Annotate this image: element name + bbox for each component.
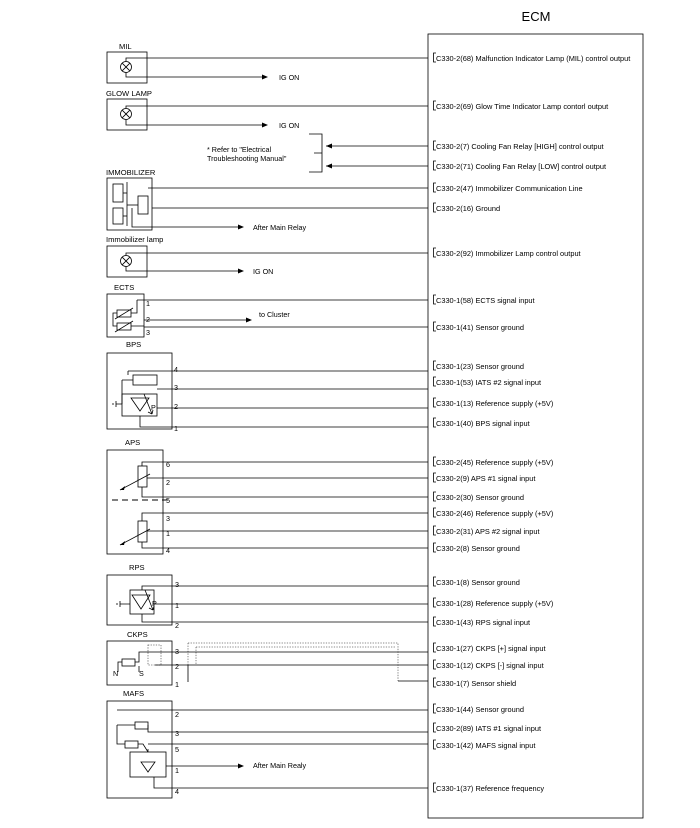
ecm-signal-label: C330-2(30) Sensor ground xyxy=(436,493,524,502)
aps-pin: 1 xyxy=(166,529,170,538)
bps-pin: 3 xyxy=(174,383,178,392)
mil-ig-on: IG ON xyxy=(279,73,300,82)
ecm-signal-label: C330-2(47) Immobilizer Communication Line xyxy=(436,184,583,193)
ckps-pin: 2 xyxy=(175,662,179,671)
aps-pin: 5 xyxy=(166,496,170,505)
aps-box xyxy=(107,450,163,554)
aps-pin: 6 xyxy=(166,460,170,469)
ecm-signal-label: C330-1(40) BPS signal input xyxy=(436,419,530,428)
ecm-signal-label: C330-2(8) Sensor ground xyxy=(436,544,520,553)
rps-pin: 2 xyxy=(175,621,179,630)
bps-p-text: P xyxy=(151,403,156,412)
immobilizer-lamp-wire xyxy=(126,253,428,271)
mafs-pin: 1 xyxy=(175,766,179,775)
immobilizer-after-main-relay: After Main Relay xyxy=(253,223,307,232)
ecm-signal-label: C330-1(53) IATS #2 signal input xyxy=(436,378,542,387)
ecm-signal-label: C330-1(37) Reference frequency xyxy=(436,784,545,793)
immobilizer-lamp-label: Immobilizer lamp xyxy=(106,235,164,244)
ecm-signal-label: C330-1(42) MAFS signal input xyxy=(436,741,536,750)
mafs-after-main-realy: After Main Realy xyxy=(253,761,307,770)
ects-pin: 1 xyxy=(146,299,150,308)
ecm-signal-label: C330-2(71) Cooling Fan Relay [LOW] control output xyxy=(436,162,607,171)
ects-pin: 3 xyxy=(146,328,150,337)
mafs-pin: 2 xyxy=(175,710,179,719)
ckps-shield-cable xyxy=(188,643,398,681)
bps-label: BPS xyxy=(126,340,142,349)
ecm-signal-label: C330-2(89) IATS #1 signal input xyxy=(436,724,542,733)
rps-pin: 1 xyxy=(175,601,179,610)
ecm-signal-label: C330-1(28) Reference supply (+5V) xyxy=(436,599,554,608)
ecm-signal-label: C330-2(46) Reference supply (+5V) xyxy=(436,509,554,518)
bps-pin: 1 xyxy=(174,424,178,433)
ecm-signal-label: C330-1(43) RPS signal input xyxy=(436,618,531,627)
ects-to-cluster: to Cluster xyxy=(259,310,290,319)
ecm-signal-label: C330-1(41) Sensor ground xyxy=(436,323,524,332)
bps-pin: 4 xyxy=(174,365,178,374)
aps-pin: 2 xyxy=(166,478,170,487)
ckps-n-text: N xyxy=(113,669,119,678)
ecm-signal-label: C330-1(27) CKPS [+] signal input xyxy=(436,644,546,653)
ecm-title: ECM xyxy=(521,9,551,24)
mil-wire xyxy=(126,58,428,77)
ecm-signal-label: C330-1(58) ECTS signal input xyxy=(436,296,535,305)
ecm-signal-label: C330-1(44) Sensor ground xyxy=(436,705,524,714)
aps-label: APS xyxy=(125,438,141,447)
ckps-wires xyxy=(148,652,428,682)
bps-wires xyxy=(128,371,428,427)
ecm-signal-label: C330-2(68) Malfunction Indicator Lamp (MIL) control output xyxy=(436,54,631,63)
ecm-signal-label: C330-1(12) CKPS [-] signal input xyxy=(436,661,544,670)
glow-lamp-label: GLOW LAMP xyxy=(106,89,152,98)
aps-pin: 3 xyxy=(166,514,170,523)
ckps-pin: 1 xyxy=(175,680,179,689)
aps-wires xyxy=(142,462,428,548)
ecm-signal-label: C330-1(13) Reference supply (+5V) xyxy=(436,399,554,408)
ckps-s-text: S xyxy=(139,669,144,678)
glow-lamp-wire xyxy=(126,106,428,125)
ecm-signal-label: C330-1(23) Sensor ground xyxy=(436,362,524,371)
aps-pin: 4 xyxy=(166,546,170,555)
rps-wires xyxy=(142,586,428,622)
glow-lamp-ig-on: IG ON xyxy=(279,121,300,130)
ects-box xyxy=(107,294,144,337)
ecm-signal-label: C330-2(9) APS #1 signal input xyxy=(436,474,536,483)
immobilizer-label: IMMOBILIZER xyxy=(106,168,156,177)
ecm-signal-label: C330-2(31) APS #2 signal input xyxy=(436,527,540,536)
mafs-label: MAFS xyxy=(123,689,145,698)
ckps-label: CKPS xyxy=(127,630,148,639)
ckps-box xyxy=(107,641,172,685)
ecm-signal-label: C330-2(92) Immobilizer Lamp control output xyxy=(436,249,581,258)
ecm-signal-label: C330-1(8) Sensor ground xyxy=(436,578,520,587)
ects-label: ECTS xyxy=(114,283,135,292)
mafs-pin: 4 xyxy=(175,787,179,796)
refer-note-line2: Troubleshooting Manual" xyxy=(207,154,287,163)
rps-box xyxy=(107,575,172,625)
fan-bracket xyxy=(309,134,322,172)
immobilizer-lamp-ig-on: IG ON xyxy=(253,267,274,276)
mafs-pin: 5 xyxy=(175,745,179,754)
ecm-signal-label: C330-1(7) Sensor shield xyxy=(436,679,517,688)
mil-label: MIL xyxy=(119,42,132,51)
immobilizer-wires xyxy=(132,188,428,227)
refer-note-line1: * Refer to "Electrical xyxy=(207,145,272,154)
rps-label: RPS xyxy=(129,563,145,572)
rps-pin: 3 xyxy=(175,580,179,589)
immobilizer-box xyxy=(107,178,152,230)
mafs-pin: 3 xyxy=(175,729,179,738)
ckps-pin: 3 xyxy=(175,647,179,656)
ecm-signal-label: C330-2(7) Cooling Fan Relay [HIGH] control output xyxy=(436,142,604,151)
bps-box xyxy=(107,353,172,429)
mafs-box xyxy=(107,701,172,798)
ecm-signal-label: C330-2(45) Reference supply (+5V) xyxy=(436,458,554,467)
ects-pin: 2 xyxy=(146,315,150,324)
ecm-signal-label: C330-2(16) Ground xyxy=(436,204,501,213)
ecm-signal-label: C330-2(69) Glow Time Indicator Lamp contorl output xyxy=(436,102,609,111)
bps-pin: 2 xyxy=(174,402,178,411)
rps-p-text: P xyxy=(152,599,157,608)
